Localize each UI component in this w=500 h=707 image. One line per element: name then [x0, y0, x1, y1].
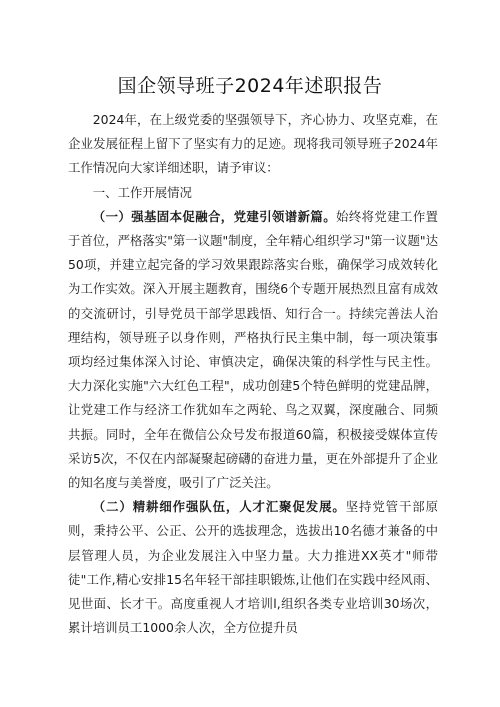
item-2-paragraph	[68, 495, 438, 640]
intro-paragraph: 2024年，在上级党委的坚强领导下，齐心协力、攻坚克难，在企业发展征程上留下了坚实有力的足迹。现将我司领导班子2024年工作情况向大家详细述职，请予审议：	[68, 112, 438, 176]
document-title: 国企领导班子2024年述职报告	[117, 75, 383, 97]
item-1-paragraph	[68, 205, 438, 495]
item-1-body: 始终将党建工作置于首位，严格落实"第一议题"制度，全年精心组织学习"第一议题"达50项，并建立起完备的学习效果跟踪落实台账，确保学习成效转化为工作实效。深入开展主题教育，围绕6个专题开展热烈且富有成效的交流研讨，引导党员干部学思践悟、知行合一。持续完善法人治理结构，领导班子以身作则，严格执行民主集中制，每一项决策事项均经过集体深入讨论、审慎决定，确保决策的科学性与民主性。大力深化实施"六大红色工程"，成功创建5个特色鲜明的党建品牌，让党建工作与经济工作犹如车之两轮、鸟之双翼，深度融合、同频共振。同时，全年在微信公众号发布报道60篇，积极接受媒体宣传采访5次，不仅在内部凝聚起磅礴的奋进力量，更在外部提升了企业的知名度与美誉度，吸引了广泛关注。	[68, 208, 439, 491]
item-2-lead: （二）精耕细作强队伍，人才汇聚促发展。	[92, 499, 346, 515]
item-2-body: 坚持党管干部原则，秉持公平、公正、公开的选拔理念，选拔出10名德才兼备的中层管理人员，为企业发展注入中坚力量。大力推进XX英才"师带徒"工作,精心安排15名年轻干部挂职锻炼,让他们在实践中经风雨、见世面、长才干。高度重视人才培训l,组织各类专业培训30场次，累计培训员工1000余人次，全方位提升员	[68, 499, 438, 636]
item-1-lead: （一）强基固本促融合，党建引领谱新篇。	[92, 208, 337, 224]
section-heading: 一、工作开展情况	[92, 184, 192, 200]
document-body	[68, 108, 438, 640]
